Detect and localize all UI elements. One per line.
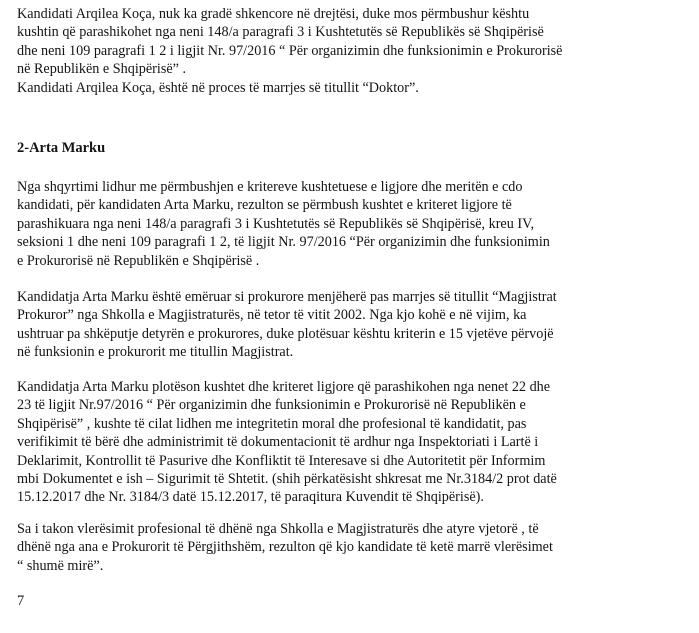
text-line: kushtin që parashikohet nga neni 148/a paragrafi 3 i Kushtetutës së Republikës së Shqipërisë <box>17 24 544 41</box>
text-line: Prokuror” nga Shkolla e Magjistraturës, në tetor të vitit 2002. Nga kjo kohë e në vijim, ka <box>17 307 527 324</box>
text-line: seksioni 1 dhe neni 109 paragrafi 1 2, të ligjit Nr. 97/2016 “Për organizimin dhe funksionimin <box>17 234 550 251</box>
page-number: 7 <box>17 593 25 609</box>
text-line: Sa i takon vlerësimit profesional të dhënë nga Shkolla e Magjistraturës dhe atyre vjetorë , të <box>17 521 539 537</box>
text-line: Deklarimit, Kontrollit të Pasurive dhe Konfliktit të Interesave si dhe Autoritetit për Informim <box>17 452 546 469</box>
text-line: Kandidati Arqilea Koça, nuk ka gradë shkencore në drejtësi, duke mos përmbushur kështu <box>17 6 530 22</box>
text-line: ushtruar pa shkëputje detyrën e prokurores, duke plotësuar kështu kriterin e 15 vjetëve përvojë <box>17 325 554 342</box>
experience-paragraph <box>17 288 681 362</box>
text-line: Kandidatja Arta Marku plotëson kushtet dhe kriteret ligjore që parashikohen nga nenet 22 dhe <box>17 379 551 395</box>
text-line: “ shumë mirë”. <box>17 557 104 574</box>
text-line: Shqipërisë” , kushte të cilat lidhen me integritetin moral dhe profesional të kandidatit, pas <box>17 415 527 432</box>
text-line: Kandidati Arqilea Koça, është në proces të marrjes së titullit “Doktor”. <box>17 79 419 96</box>
text-line: Nga shqyrtimi lidhur me përmbushjen e kritereve kushtetuese e ligjore dhe meritën e cdo <box>17 179 523 195</box>
text-line: e Prokurorisë në Republikën e Shqipërisë . <box>17 252 260 269</box>
text-line: mbi Dokumentet e ish – Sigurimit të Shtetit. (shih përkatësisht shkresat me Nr.3184/2 prot datë <box>17 471 557 488</box>
integrity-paragraph <box>17 378 681 507</box>
section-heading: 2-Arta Marku <box>17 140 106 156</box>
text-line: Kandidatja Arta Marku është emëruar si prokurore menjëherë pas marrjes së titullit “Magjistrat <box>17 289 557 305</box>
intro-paragraph <box>17 5 681 97</box>
text-line: në funksionin e prokurorit me titullin Magjistrat. <box>17 344 294 361</box>
text-line: 23 të ligjit Nr.97/2016 “ Për organizimin dhe funksionimin e Prokurorisë në Republikën e <box>17 397 526 414</box>
text-line: parashikuara nga neni 148/a paragrafi 3 i Kushtetutës së Republikës së Shqipërisë, kreu IV, <box>17 215 535 232</box>
text-line: dhënë nga ana e Prokurorit të Përgjithshëm, rezulton që kjo kandidate të ketë marrë vlerësimet <box>17 539 553 556</box>
text-line: dhe neni 109 paragrafi 1 2 i ligjit Nr. 97/2016 “ Për organizimin dhe funksionimin e Prokurorisë <box>17 42 563 59</box>
criteria-paragraph <box>17 178 681 270</box>
text-line: 15.12.2017 dhe Nr. 3184/3 datë 15.12.2017, të paraqitura Kuvendit të Shqipërisë). <box>17 489 484 506</box>
text-line: verifikimit të bërë dhe administrimit të dokumentacionit të ardhur nga Inspektoriati i Lartë i <box>17 434 539 451</box>
text-line: kandidati, për kandidaten Arta Marku, rezulton se përmbush kushtet e kriteret ligjore të <box>17 197 512 214</box>
text-line: në Republikën e Shqipërisë” . <box>17 61 187 78</box>
evaluation-paragraph <box>17 520 681 575</box>
